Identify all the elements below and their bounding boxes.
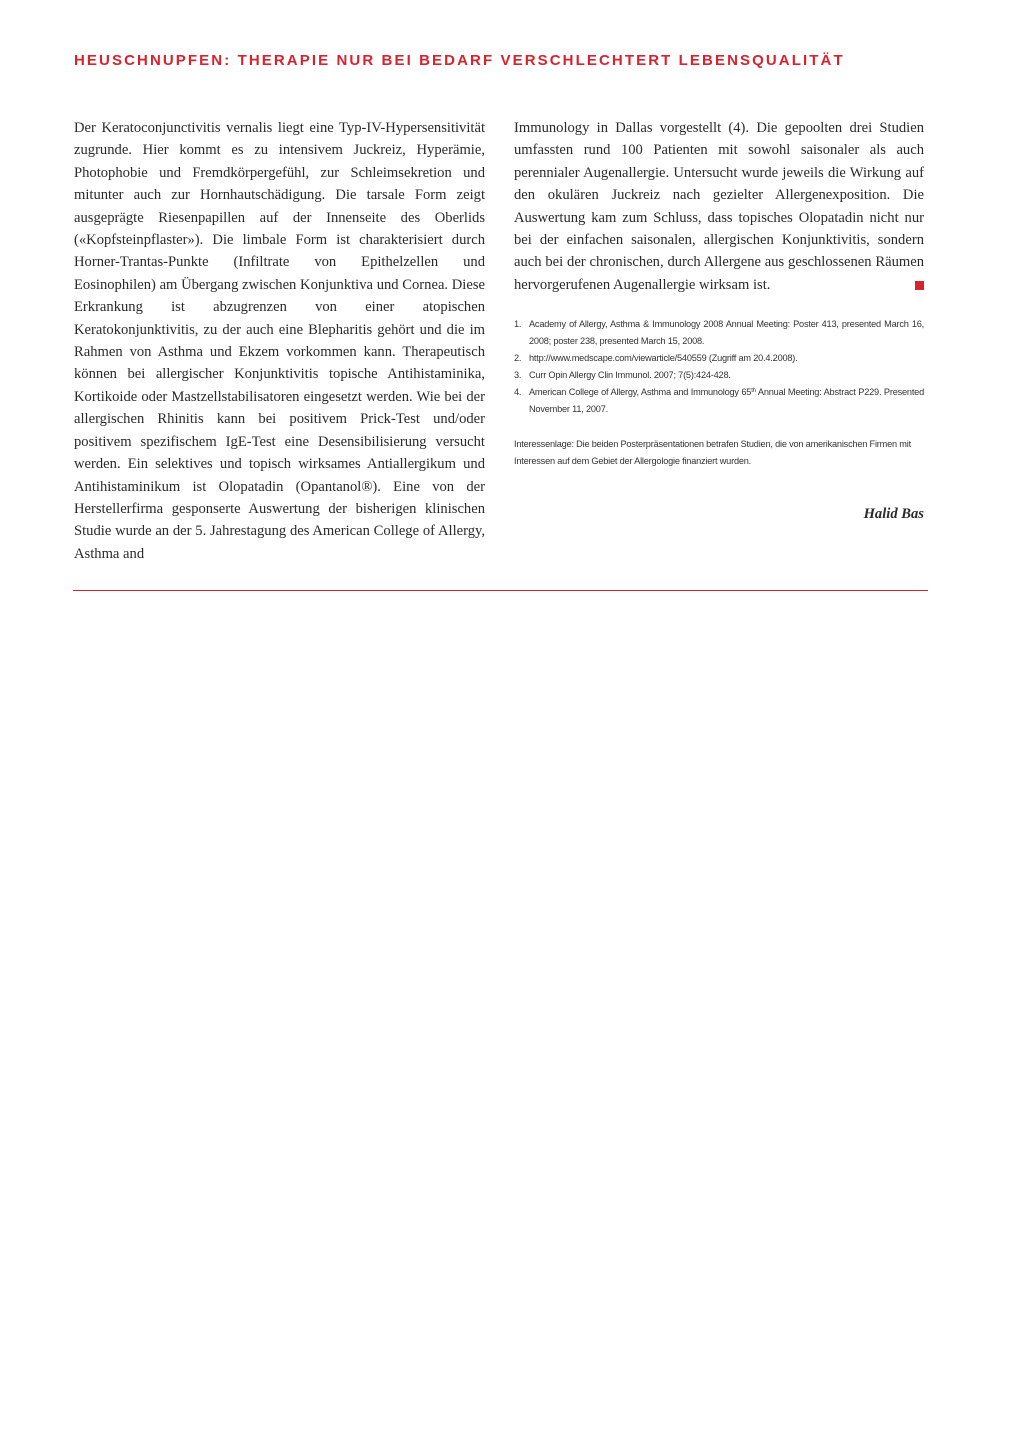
article-right-column [514,117,924,523]
article-right-body: Immunology in Dallas vorgestellt (4). Die gepoolten drei Studien umfassten rund 100 Patienten mit sowohl saisonaler als auch perennialer Augenallergie. Untersucht wurde jeweils die Wirkung auf den okulären Juckreiz nach gezielter Allergenexposition. Die Auswertung kam zum Schluss, dass topisches Olopatadin nicht nur bei der einfachen saisonalen, allergischen Konjunktivitis, sondern auch bei der chronischen, durch Allergene aus geschlossenen Räumen hervorgerufenen Augenallergie wirksam ist. [514,120,924,293]
reference-text: Academy of Allergy, Asthma & Immunology 2008 Annual Meeting: Poster 413, presented March 16, 2008; poster 238, presented March 15, 2008. [529,319,924,347]
article-left-column: Der Keratoconjunctivitis vernalis liegt eine Typ-IV-Hypersensitivität zugrunde. Hier kommt es zu intensivem Juckreiz, Hyperämie, Photophobie und Fremdkörpergefühl, zur Schleimsekretion und mitunter auch zur Hornhautschädigung. Die tarsale Form zeigt ausgeprägte Riesenpapillen auf der Innenseite des Oberlids («Kopfsteinpflaster»). Die limbale Form ist charakterisiert durch Horner-Trantas-Punkte (Infiltrate von Epithelzellen und Eosinophilen) am Übergang zwischen Konjunktiva und Cornea. Diese Erkrankung ist abzugrenzen von einer atopischen Keratokonjunktivitis, zu der auch eine Blepharitis gehört und die im Rahmen von Asthma und Ekzem vorkommen kann. Therapeutisch können bei allergischer Konjunktivitis topische Antihistaminika, Kortikoide oder Mastzellstabilisatoren eingesetzt werden. Wie bei der allergischen Rhinitis kann bei positivem Prick-Test und/oder positivem spezifischem IgE-Test eine Desensibilisierung versucht werden. Ein selektives und topisch wirksames Antiallergikum und Antihistaminikum ist Olopatadin (Opantanol®). Eine von der Herstellerfirma gesponserte Auswertung der bisherigen klinischen Studie wurde an der 5. Jahrestagung des American College of Allergy, Asthma and [74,120,485,562]
reference-number: 3. [514,370,522,381]
reference-text: Annual Meeting: Abstract P229. Presented November 11, 2007. [529,387,924,415]
reference-number: 1. [514,319,522,330]
bottom-divider [73,590,928,591]
reference-number: 4. [514,387,522,398]
interest-disclosure: Interessenlage: Die beiden Posterpräsentationen betrafen Studien, die von amerikanischen Firmen mit Interessen auf dem Gebiet der Allergologie finanziert wurden. [514,439,911,467]
article-right-text [514,117,924,296]
reference-text: American College of Allergy, Asthma and Immunology 65 [529,387,752,398]
reference-text: Curr Opin Allergy Clin Immunol. 2007; 7(5):424-428. [529,370,731,381]
reference-item [514,350,924,367]
reference-list [514,316,924,418]
page-header-title: HEUSCHNUPFEN: THERAPIE NUR BEI BEDARF VERSCHLECHTERT LEBENSQUALITÄT [74,52,845,69]
reference-item [514,367,924,384]
reference-item [514,316,924,350]
author-name: Halid Bas [863,506,924,523]
reference-number: 2. [514,353,522,364]
end-of-article-square-icon [915,281,924,290]
reference-item [514,384,924,418]
reference-superscript: th [751,388,756,395]
reference-link[interactable]: http://www.medscape.com/viewarticle/540559 (Zugriff am 20.4.2008). [529,353,798,364]
